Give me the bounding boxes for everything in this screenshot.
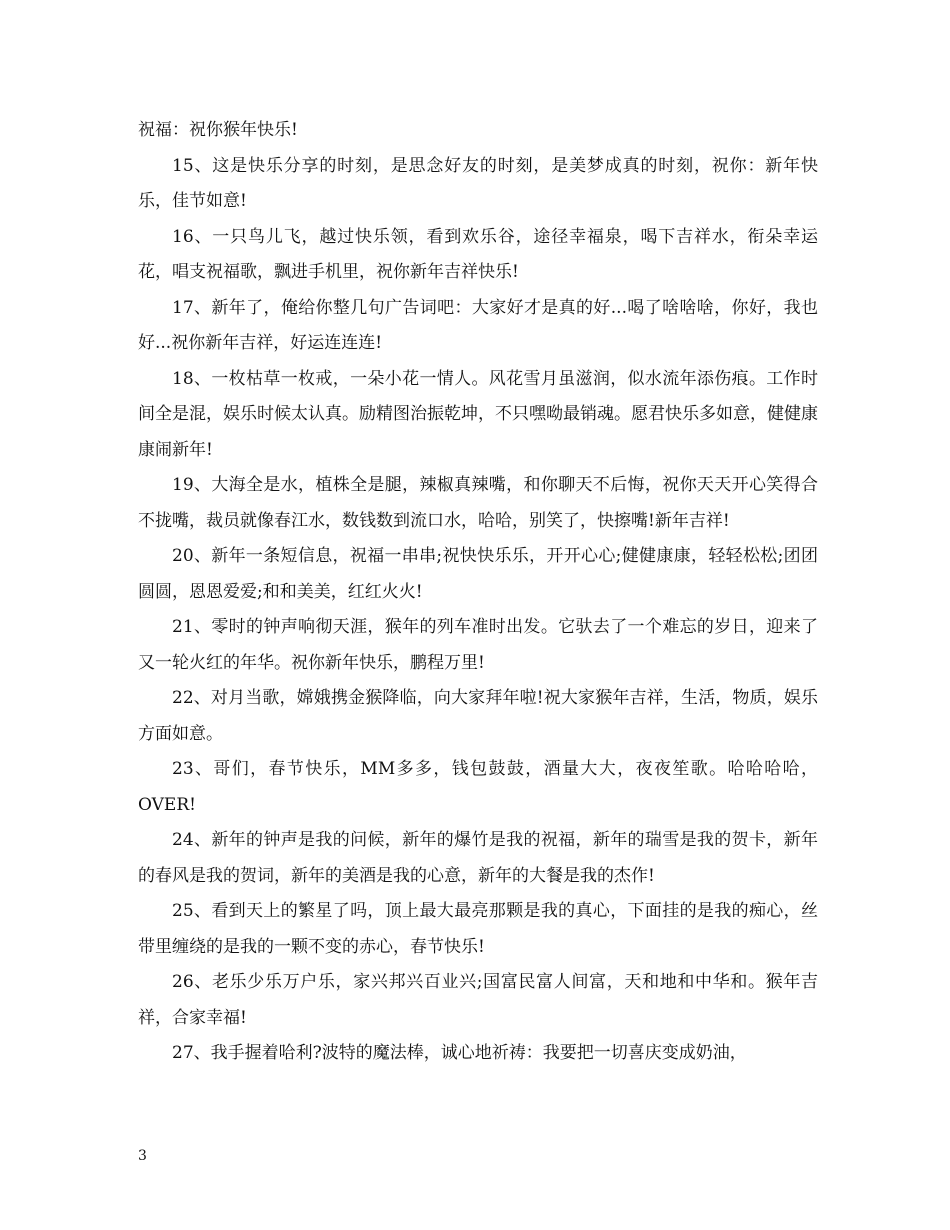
paragraph-26: 26、老乐少乐万户乐，家兴邦兴百业兴;国富民富人间富，天和地和中华和。猴年吉祥，合家幸福! (138, 972, 818, 1028)
paragraph-15: 15、这是快乐分享的时刻，是思念好友的时刻，是美梦成真的时刻，祝你：新年快乐，佳节如意! (138, 155, 818, 211)
paragraph-27: 27、我手握着哈利?波特的魔法棒，诚心地祈祷：我要把一切喜庆变成奶油， (172, 1043, 747, 1063)
paragraph-19: 19、大海全是水，植株全是腿，辣椒真辣嘴，和你聊天不后悔，祝你天天开心笑得合不拢嘴，裁员就像春江水，数钱数到流口水，哈哈，别笑了，快擦嘴!新年吉祥! (138, 475, 818, 531)
paragraph-18: 18、一枚枯草一枚戒，一朵小花一情人。风花雪月虽滋润，似水流年添伤痕。工作时间全是混，娱乐时候太认真。励精图治振乾坤，不只嘿呦最销魂。愿君快乐多如意，健健康康闹新年! (138, 368, 818, 460)
document-body (138, 113, 818, 1072)
paragraph-16: 16、一只鸟儿飞，越过快乐领，看到欢乐谷，途径幸福泉，喝下吉祥水，衔朵幸运花，唱支祝福歌，飘进手机里，祝你新年吉祥快乐! (138, 226, 818, 282)
paragraph-22: 22、对月当歌，嫦娥携金猴降临，向大家拜年啦!祝大家猴年吉祥，生活，物质，娱乐方面如意。 (138, 688, 818, 744)
paragraph-24: 24、新年的钟声是我的问候，新年的爆竹是我的祝福，新年的瑞雪是我的贺卡，新年的春风是我的贺词，新年的美酒是我的心意，新年的大餐是我的杰作! (138, 830, 818, 886)
page-number: 3 (138, 1148, 147, 1164)
paragraph-17: 17、新年了，俺给你整几句广告词吧：大家好才是真的好...喝了啥啥啥，你好，我也好...祝你新年吉祥，好运连连连! (138, 297, 818, 353)
paragraph-25: 25、看到天上的繁星了吗，顶上最大最亮那颗是我的真心，下面挂的是我的痴心，丝带里缠绕的是我的一颗不变的赤心，春节快乐! (138, 901, 818, 957)
paragraph-23: 23、哥们，春节快乐，MM多多，钱包鼓鼓，酒量大大，夜夜笙歌。哈哈哈哈，OVER! (138, 759, 818, 815)
paragraph-21: 21、零时的钟声响彻天涯，猴年的列车准时出发。它驮去了一个难忘的岁日，迎来了又一轮火红的年华。祝你新年快乐，鹏程万里! (138, 617, 818, 673)
paragraph-continuation: 祝福：祝你猴年快乐! (138, 120, 298, 140)
paragraph-20: 20、新年一条短信息，祝福一串串;祝快快乐乐，开开心心;健健康康，轻轻松松;团团圆圆，恩恩爱爱;和和美美，红红火火! (138, 546, 818, 602)
